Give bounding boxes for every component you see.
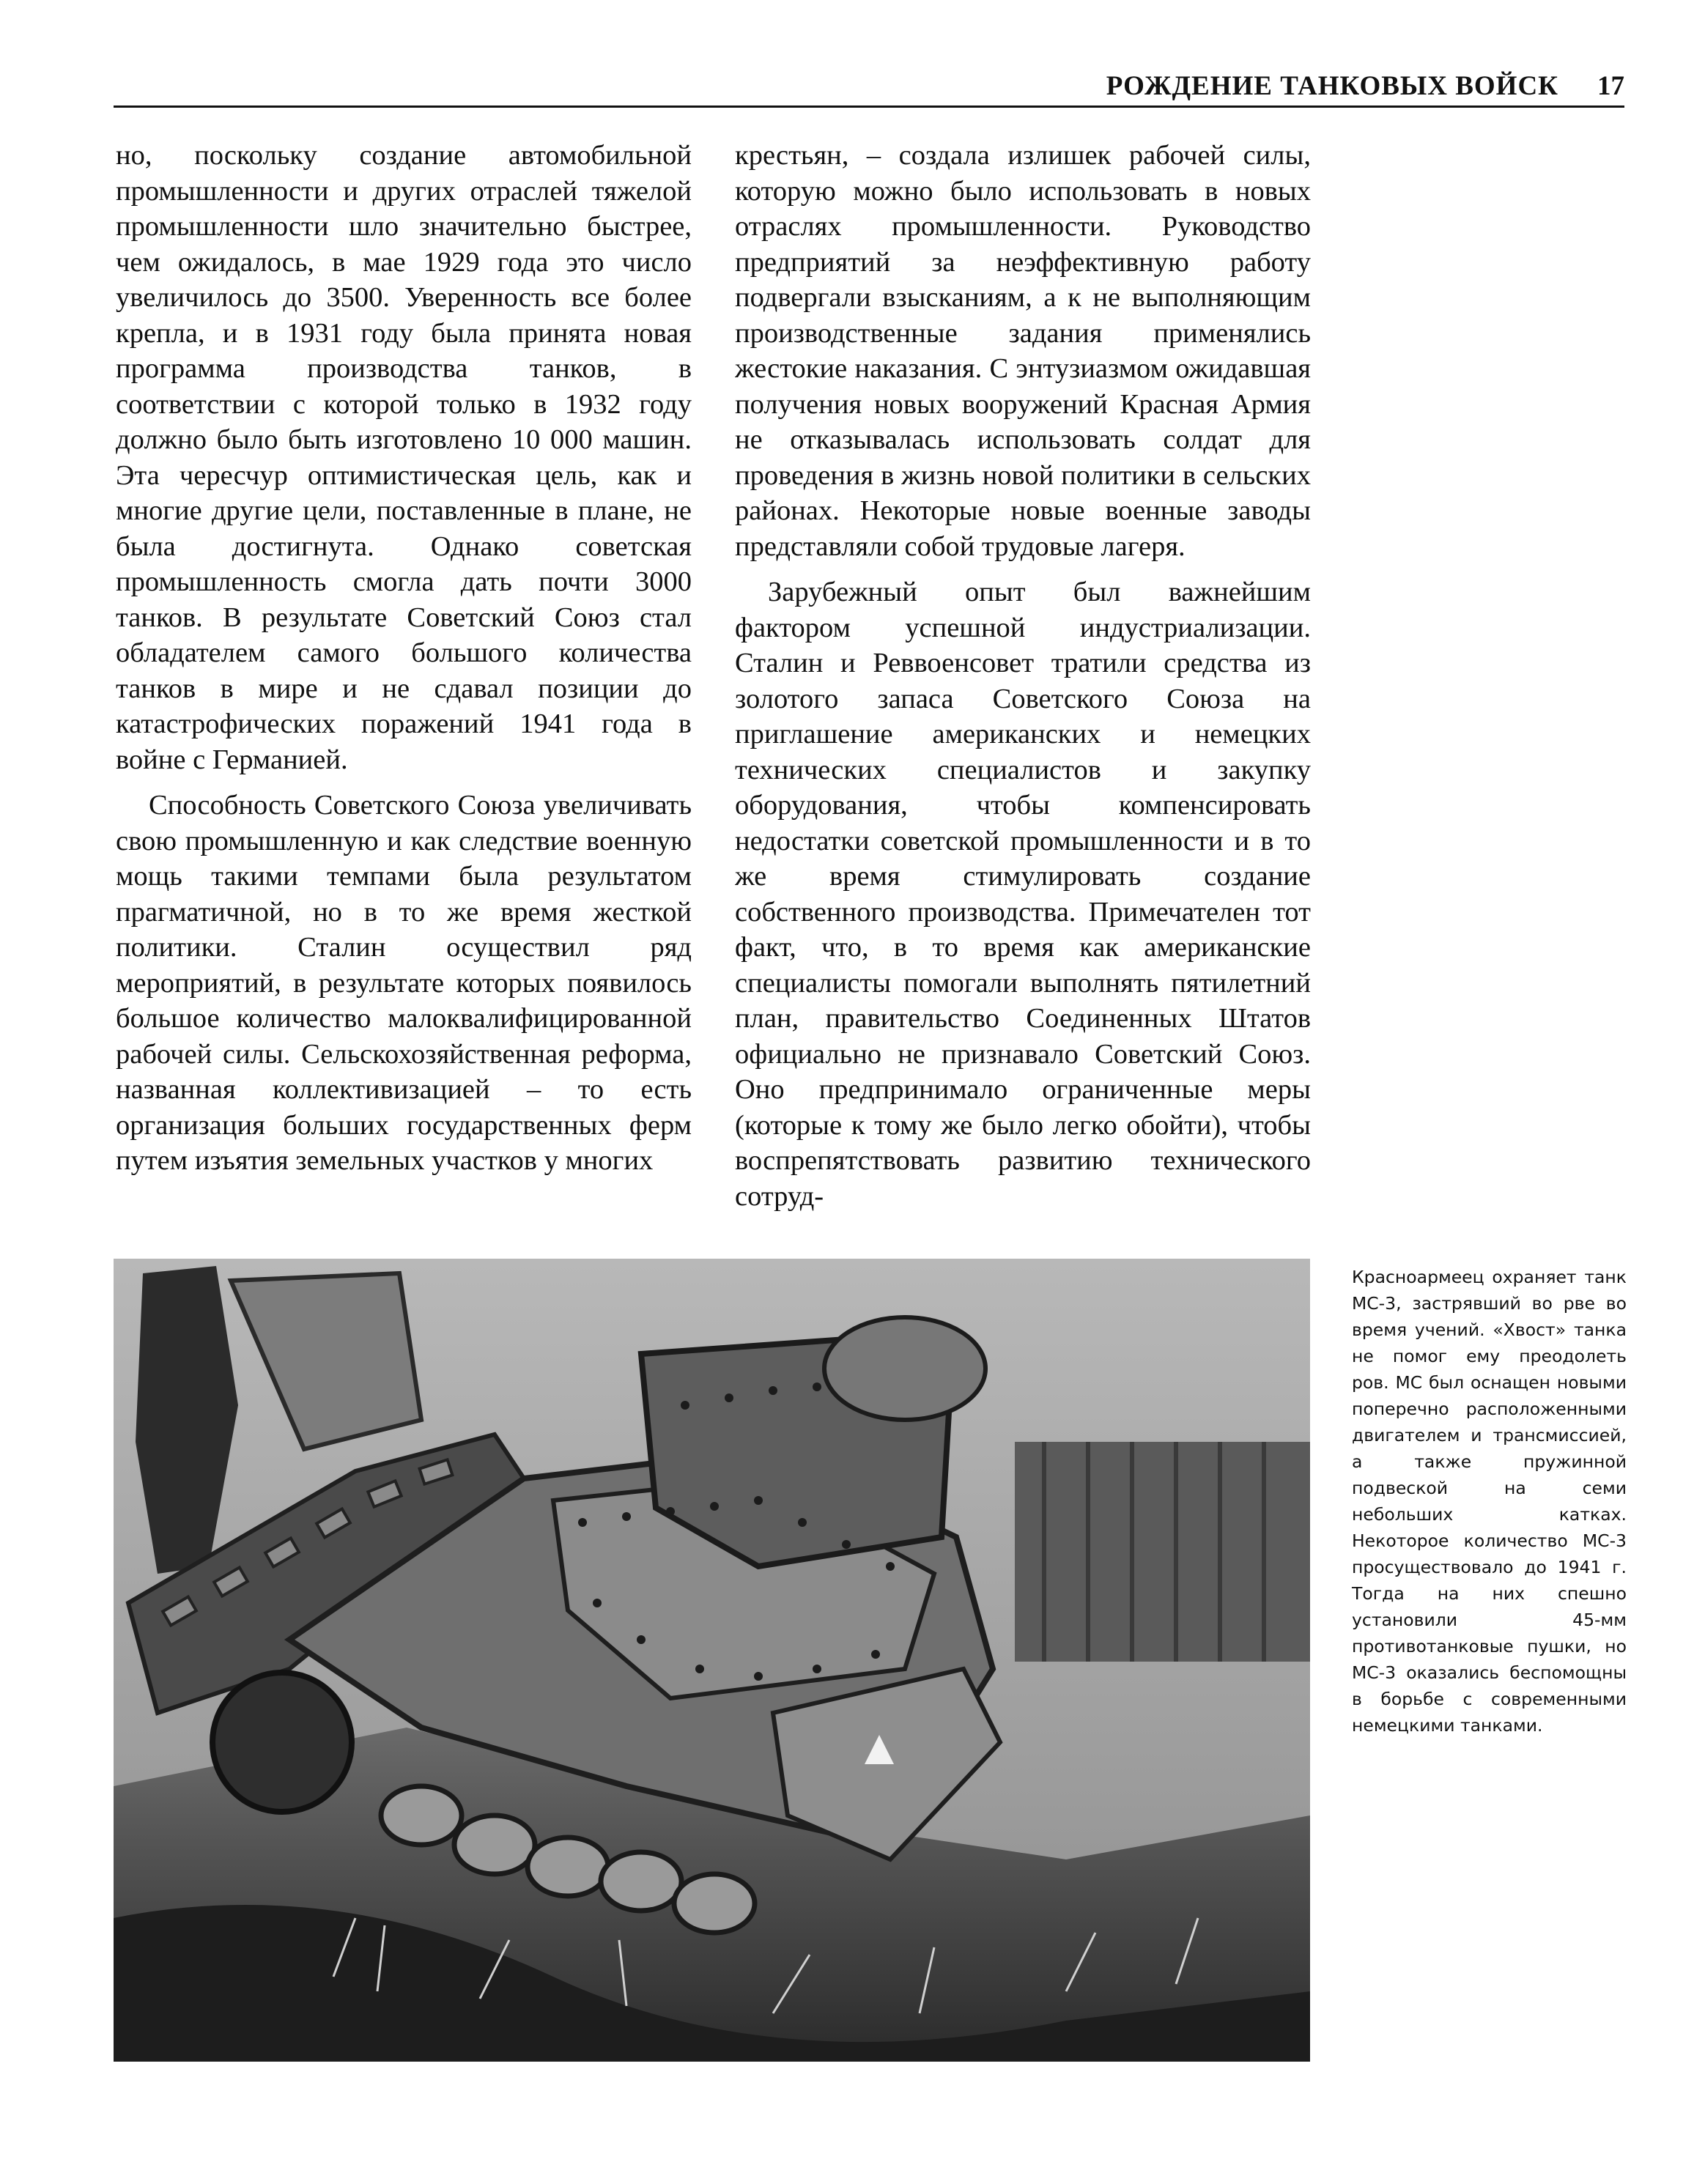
page-header	[114, 64, 1624, 108]
right-text-column	[735, 138, 1311, 1237]
idler-wheel	[212, 1673, 352, 1812]
left-text-column	[116, 138, 692, 1237]
turret-hatch	[824, 1317, 985, 1420]
figure-caption: Красноармеец охраняет танк МС-3, застрявший во рве во время учений. «Хвост» танка не помог ему преодолеть ров. МС был оснащен новыми поперечно расположенными двигателем и трансмиссией, а также пружинной подвеской на семи небольших катках. Некоторое количество МС-3 просуществовало до 1941 г. Тогда на них спешно установили 45-мм противотанковые пушки, но МС-3 оказались беспомощны в борьбе с современными немецкими танками.	[1352, 1267, 1627, 1736]
paragraph: Способность Советского Союза увеличивать свою промышленную и как следствие военную мощь такими темпами была результатом прагматичной, но в то же время жесткой политики. Сталин осуществил ряд мероприятий, в результате которых появилось большое количество малоквалифицированной рабочей силы. Сельскохозяйственная реформа, названная коллективизацией – то есть организация больших государственных ферм путем изъятия земельных участков у многих	[116, 790, 692, 1176]
page-number: 17	[1597, 71, 1624, 101]
running-title: РОЖДЕНИЕ ТАНКОВЫХ ВОЙСК	[1106, 71, 1558, 101]
paragraph: крестьян, – создала излишек рабочей силы, которую можно было использовать в новых отраслях промышленности. Руководство предприятий за неэффективную работу подвергали взысканиям, а к не выполняющим производственные задания применялись жестокие наказания. С энтузиазмом ожидавшая получения новых вооружений Красная Армия не отказывалась использовать солдат для проведения в жизнь новой политики в сельских районах. Некоторые новые военные заводы представляли собой трудовые лагеря.	[735, 140, 1311, 562]
paragraph: но, поскольку создание автомобильной промышленности и других отраслей тяжелой промышленности шло значительно быстрее, чем ожидалось, в мае 1929 года это число увеличилось до 3500. Уверенность все более крепла, и в 1931 году была принята новая программа производства танков, в соответствии с которой только в 1932 году должно было быть изготовлено 10 000 машин. Эта чересчур оптимистическая цель, как и многие другие цели, поставленные в плане, не была достигнута. Однако советская промышленность смогла дать почти 3000 танков. В результате Советский Союз стал обладателем самого большого количества танков в мире и не сдавал позиции до катастрофических поражений 1941 года в войне с Германией.	[116, 140, 692, 775]
paragraph: Зарубежный опыт был важнейшим фактором успешной индустриализации. Сталин и Реввоенсовет тратили средства из золотого запаса Советского Союза на приглашение американских и немецких технических специалистов и закупку оборудования, чтобы компенсировать недостатки советской промышленности и в то же время стимулировать создание собственного производства. Примечателен тот факт, что, в то время как американские специалисты помогали выполнять пятилетний план, правительство Соединенных Штатов официально не признавало Советский Союз. Оно предпринимало ограниченные меры (которые к тому же было легко обойти), чтобы воспрепятствовать развитию технического сотруд-	[735, 577, 1311, 1212]
tank-photo	[114, 1259, 1310, 2062]
tank-illustration	[114, 1259, 1310, 2062]
